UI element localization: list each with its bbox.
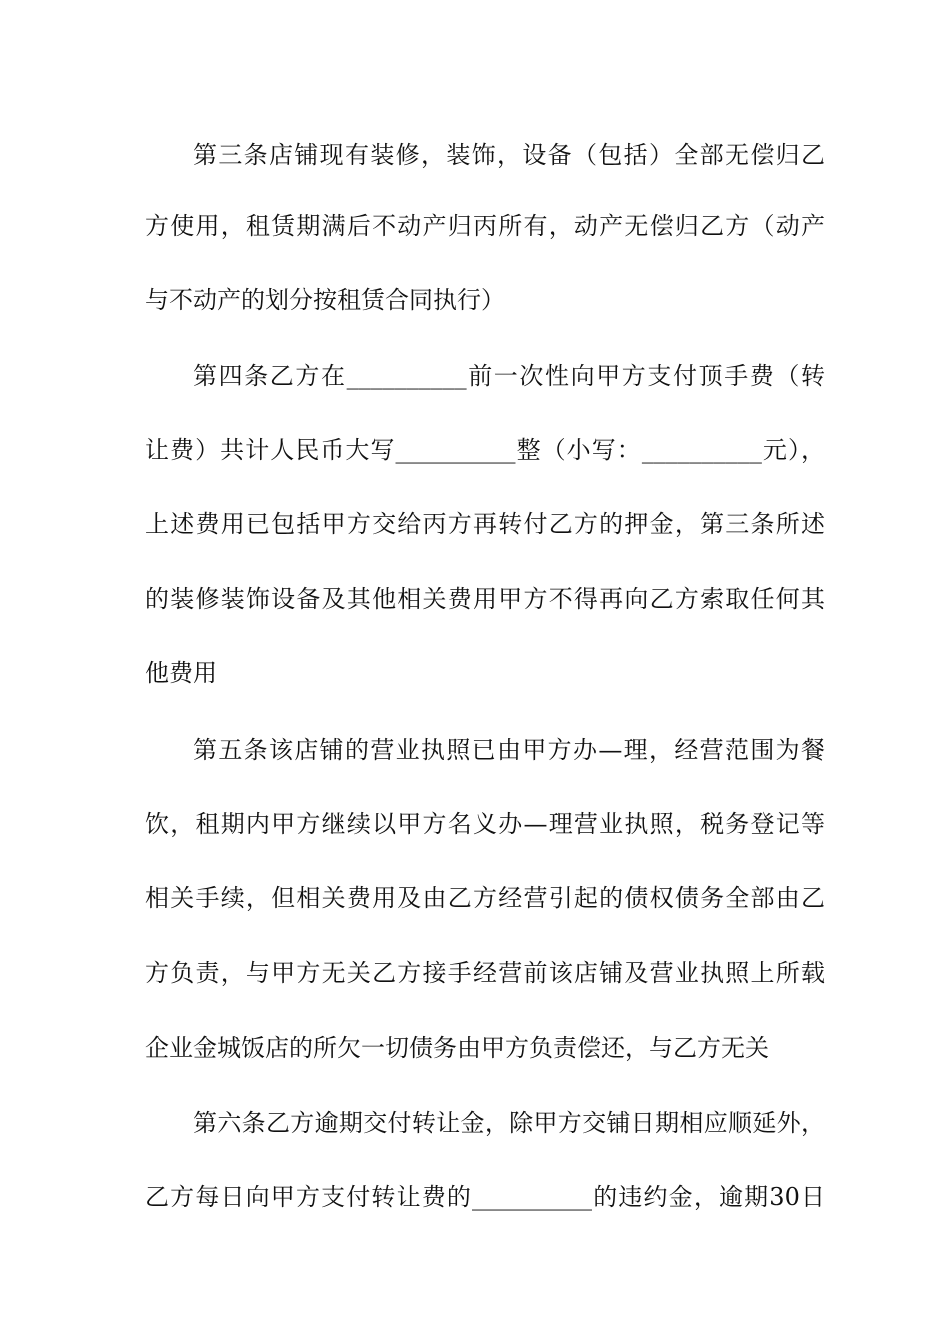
paragraph-line: 他费用: [145, 659, 217, 687]
paragraph-line: 第三条店铺现有装修，装饰，设备（包括）全部无偿归乙: [193, 141, 825, 169]
paragraph-line: 饮，租期内甲方继续以甲方名义办—理营业执照，税务登记等: [145, 810, 825, 838]
paragraph-line: 上述费用已包括甲方交给丙方再转付乙方的押金，第三条所述: [145, 510, 825, 538]
paragraph-line: 方使用，租赁期满后不动产归丙所有，动产无偿归乙方（动产: [145, 212, 825, 240]
paragraph-line: 乙方每日向甲方支付转让费的__________的违约金，逾期30日: [145, 1183, 825, 1211]
paragraph-line: 让费）共计人民币大写__________整（小写：__________元），: [145, 436, 825, 464]
paragraph-line: 第六条乙方逾期交付转让金，除甲方交铺日期相应顺延外，: [193, 1109, 825, 1137]
paragraph-line: 第五条该店铺的营业执照已由甲方办—理，经营范围为餐: [193, 736, 825, 764]
paragraph-line: 的装修装饰设备及其他相关费用甲方不得再向乙方索取任何其: [145, 585, 825, 613]
paragraph-line: 方负责，与甲方无关乙方接手经营前该店铺及营业执照上所载: [145, 959, 825, 987]
paragraph-line: 与不动产的划分按租赁合同执行）: [145, 286, 505, 314]
paragraph-line: 相关手续，但相关费用及由乙方经营引起的债权债务全部由乙: [145, 884, 825, 912]
paragraph-line: 第四条乙方在__________前一次性向甲方支付顶手费（转: [193, 362, 825, 390]
paragraph-line: 企业金城饭店的所欠一切债务由甲方负责偿还，与乙方无关: [145, 1034, 769, 1062]
